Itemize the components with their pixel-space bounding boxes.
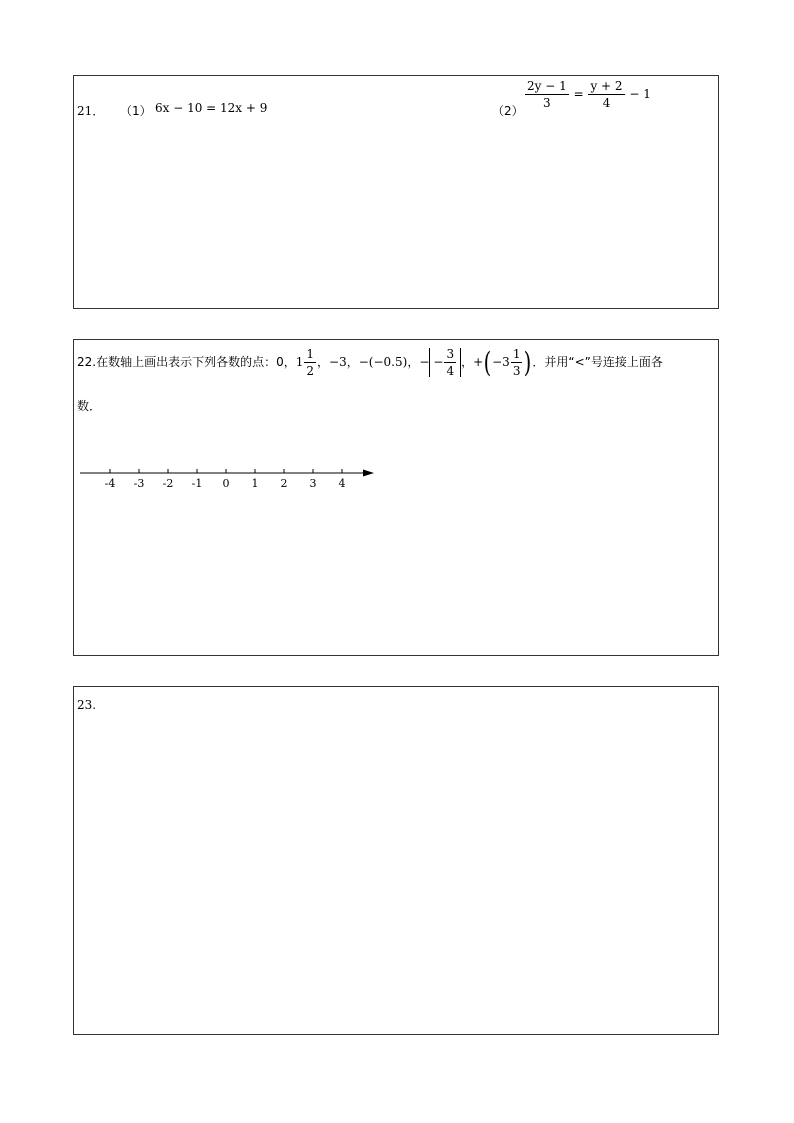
number-line-tick-label: 1 — [251, 477, 259, 490]
q22-paren-whole: −3 — [492, 355, 510, 369]
q22-lead-text: 在数轴上画出表示下列各数的点：0， — [96, 355, 296, 369]
q22-abs-denominator: 4 — [446, 364, 455, 378]
number-line-tick-label: -1 — [191, 477, 203, 490]
number-line-arrow-icon — [363, 470, 374, 477]
q21-part1-equation: 6x − 10 = 12x + 9 — [155, 101, 268, 115]
q22-paren-denominator: 3 — [512, 364, 521, 378]
number-line-tick-label: -2 — [162, 477, 174, 490]
q21-fraction-1-denominator: 3 — [543, 96, 551, 110]
q22-tail-text: ．并用“<”号连接上面各 — [532, 355, 663, 369]
q21-part2-tail: − 1 — [629, 87, 651, 101]
separator: ， — [407, 355, 420, 369]
q22-number-plus-paren — [473, 345, 532, 379]
number-line — [78, 464, 388, 498]
q22-abs-outer-sign: − — [419, 355, 430, 369]
q22-mixed-denominator: 2 — [306, 364, 315, 378]
fraction-bar — [444, 362, 456, 363]
q22-number-neg-neg-half: −(−0.5) — [358, 355, 408, 369]
q21-fraction-1 — [525, 80, 569, 109]
separator: ， — [346, 355, 359, 369]
q22-abs-numerator: 3 — [446, 347, 455, 361]
q22-paren-numerator: 1 — [512, 347, 521, 361]
fraction-bar — [525, 94, 569, 95]
fraction-bar — [511, 362, 523, 363]
left-paren: ( — [483, 345, 492, 379]
q22-paren-outer-sign: + — [473, 355, 484, 369]
number-line-tick-label: 0 — [222, 477, 230, 490]
right-paren: ) — [524, 345, 532, 379]
q21-fraction-2 — [588, 80, 624, 109]
absolute-value-bars — [429, 348, 461, 377]
q22-number-neg3: −3 — [329, 355, 347, 369]
question-number-23: 23. — [77, 698, 97, 712]
q22-mixed-number — [295, 347, 317, 378]
q22-question-line-2: 数． — [77, 399, 102, 413]
q21-fraction-1-numerator: 2y − 1 — [527, 79, 567, 93]
number-line-ticks — [105, 469, 346, 490]
number-line-tick-label: 4 — [338, 477, 346, 490]
fraction-bar — [588, 94, 624, 95]
q22-abs-inner-sign: − — [433, 355, 444, 369]
number-line-tick-label: -3 — [133, 477, 145, 490]
q22-mixed-fraction — [304, 348, 316, 377]
separator: ， — [461, 355, 474, 369]
number-line-tick-label: -4 — [104, 477, 116, 490]
question-number-22: 22. — [77, 355, 97, 369]
q22-paren-fraction — [511, 348, 523, 377]
equals-sign: = — [573, 87, 584, 101]
q22-number-neg-abs — [419, 347, 461, 378]
q22-abs-fraction — [444, 348, 456, 377]
question-number-21: 21． — [77, 104, 105, 118]
q21-part2-equation — [524, 80, 651, 109]
q22-mixed-whole: 1 — [295, 355, 304, 369]
q21-part2-label: （2） — [492, 104, 524, 118]
q21-fraction-2-denominator: 4 — [602, 96, 611, 110]
fraction-bar — [304, 362, 316, 363]
q21-part1-label: （1） — [120, 104, 152, 118]
q22-question-line-1 — [77, 345, 663, 379]
q21-fraction-2-numerator: y + 2 — [590, 79, 623, 93]
number-line-tick-label: 2 — [280, 477, 288, 490]
answer-box-23 — [73, 686, 719, 1035]
number-line-tick-label: 3 — [309, 477, 317, 490]
separator: ， — [317, 355, 330, 369]
answer-box-21 — [73, 75, 719, 309]
answer-box-22 — [73, 339, 719, 656]
q22-mixed-numerator: 1 — [306, 347, 315, 361]
